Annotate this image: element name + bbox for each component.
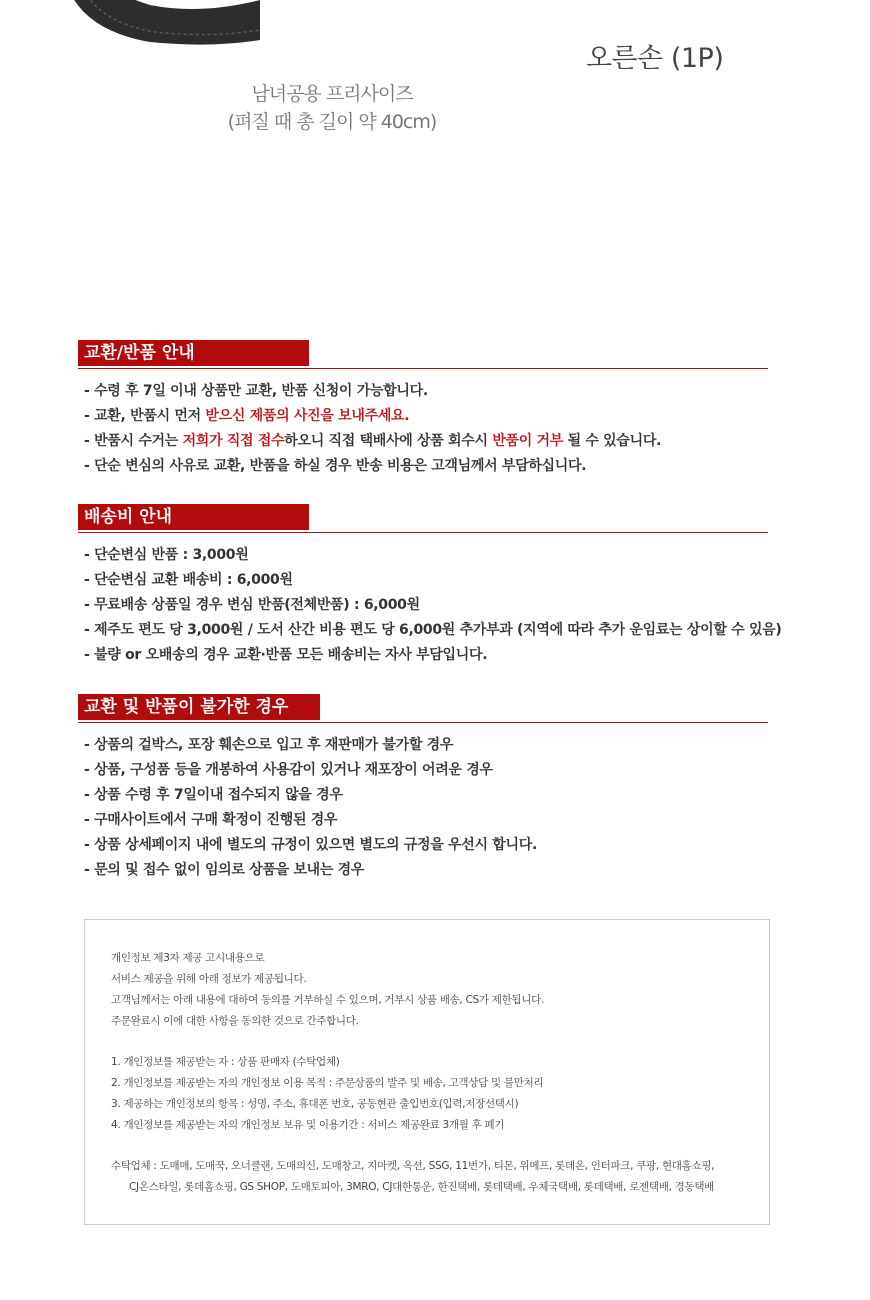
list-item: - 상품의 겉박스, 포장 훼손으로 입고 후 재판매가 불가할 경우 (84, 737, 454, 753)
privacy-point: 1. 개인정보를 제공받는 자 : 상품 판매자 (수탁업체) (111, 1056, 340, 1068)
shipping-section (78, 504, 782, 668)
list-item: - 제주도 편도 당 3,000원 / 도서 산간 비용 편도 당 6,000원 추가부과 (지역에 따라 추가 운임료는 상이할 수 있음) (84, 622, 782, 638)
product-image (60, 0, 260, 50)
list-item: - 상품, 구성품 등을 개봉하여 사용감이 있거나 재포장이 어려운 경우 (84, 762, 493, 778)
list-item: - 불량 or 오배송의 경우 교환·반품 모든 배송비는 자사 부담입니다. (84, 647, 488, 663)
list-item: - 구매사이트에서 구매 확정이 진행된 경우 (84, 812, 338, 828)
shipping-title: 배송비 안내 (78, 504, 309, 530)
item-text: 하오니 직접 택배사에 상품 회수시 (284, 433, 493, 449)
list-item: - 무료배송 상품일 경우 변심 반품(전체반품) : 6,000원 (84, 597, 420, 613)
privacy-intro-line: 주문완료시 이에 대한 사항을 동의한 것으로 간주합니다. (111, 1015, 359, 1027)
caption-line-2: (펴질 때 총 길이 약 40cm) (227, 111, 437, 133)
hand-label: 오른손 (1P) (586, 43, 724, 74)
exchange-section (78, 340, 768, 479)
list-item (84, 429, 768, 454)
item-text: - 반품시 수거는 (84, 433, 183, 449)
vendors-line-2: CJ온스타일, 롯데홈쇼핑, GS SHOP, 도매토피아, 3MRO, CJ대한통운, 한진택배, 롯데택배, 우체국택배, 롯데택배, 로젠택배, 경동택배 (129, 1181, 715, 1193)
list-item (84, 404, 768, 429)
caption-line-1: 남녀공용 프리사이즈 (251, 83, 413, 105)
shipping-header (78, 504, 768, 533)
privacy-notice-box (84, 919, 770, 1225)
privacy-intro-line: 개인정보 제3자 제공 고시내용으로 (111, 952, 265, 964)
list-item: - 상품 수령 후 7일이내 접수되지 않을 경우 (84, 787, 343, 803)
not-allowed-header (78, 694, 768, 723)
list-item (84, 379, 768, 404)
list-item: - 단순변심 교환 배송비 : 6,000원 (84, 572, 293, 588)
vendors-line-1: 수탁업체 : 도매매, 도매꾹, 오너클랜, 도매의신, 도매창고, 지마켓, 옥션, SSG, 11번가, 티몬, 위메프, 롯데온, 인터파크, 쿠팡, 현대홈쇼핑, (111, 1160, 715, 1172)
not-allowed-section (78, 694, 768, 883)
not-allowed-title: 교환 및 반품이 불가한 경우 (78, 694, 320, 720)
exchange-header (78, 340, 768, 369)
highlight-text: 반품이 거부 (492, 433, 564, 449)
exchange-list (84, 379, 768, 479)
item-text: - 교환, 반품시 먼저 (84, 408, 206, 424)
list-item (84, 454, 768, 479)
privacy-point: 2. 개인정보를 제공받는 자의 개인정보 이용 목적 : 주문상품의 발주 및 배송, 고객상담 및 불만처리 (111, 1077, 544, 1089)
list-item: - 상품 상세페이지 내에 별도의 규정이 있으면 별도의 규정을 우선시 합니다. (84, 837, 537, 853)
highlight-text: 받으신 제품의 사진을 보내주세요. (205, 408, 410, 424)
privacy-intro-line: 고객님께서는 아래 내용에 대하여 동의를 거부하실 수 있으며, 거부시 상품 배송, CS가 제한됩니다. (111, 994, 544, 1006)
privacy-intro-line: 서비스 제공을 위해 아래 정보가 제공됩니다. (111, 973, 307, 985)
privacy-point: 4. 개인정보를 제공받는 자의 개인정보 보유 및 이용기간 : 서비스 제공완료 3개월 후 폐기 (111, 1119, 505, 1131)
list-item: - 문의 및 접수 없이 임의로 상품을 보내는 경우 (84, 862, 365, 878)
item-text: 될 수 있습니다. (563, 433, 662, 449)
size-caption (222, 80, 442, 136)
exchange-title: 교환/반품 안내 (78, 340, 309, 366)
not-allowed-list (84, 733, 768, 883)
highlight-text: 저희가 직접 접수 (182, 433, 285, 449)
list-item: - 단순변심 반품 : 3,000원 (84, 547, 249, 563)
shipping-list (84, 543, 782, 668)
item-text: - 단순 변심의 사유로 교환, 반품을 하실 경우 반송 비용은 고객님께서 부담하십니다. (84, 458, 587, 474)
privacy-point: 3. 제공하는 개인정보의 항목 : 성명, 주소, 휴대폰 번호, 공동현관 출입번호(입력,저장선택시) (111, 1098, 519, 1110)
item-text: - 수령 후 7일 이내 상품만 교환, 반품 신청이 가능합니다. (84, 383, 428, 399)
